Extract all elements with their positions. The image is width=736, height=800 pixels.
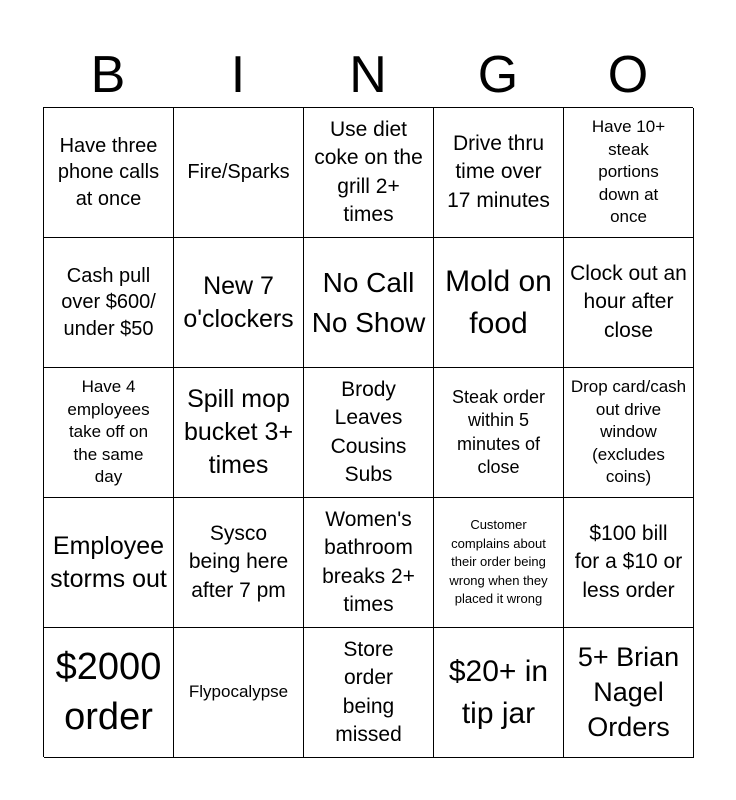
bingo-cell-1[interactable] [44,108,174,238]
cell-text: Brody Leaves Cousins Subs [330,377,407,486]
cell-text: Store order being missed [335,637,402,746]
bingo-cell-14[interactable] [434,368,564,498]
bingo-cell-13[interactable] [304,368,434,498]
cell-text: No Call No Show [311,267,426,338]
cell-text: $100 bill for a $10 or less order [574,521,683,602]
cell-text: Clock out an hour after close [570,261,687,342]
bingo-cell-16[interactable] [44,498,174,628]
bingo-cell-15[interactable] [564,368,694,498]
bingo-cell-7[interactable] [174,238,304,368]
cell-text: Use diet coke on the grill 2+ times [314,117,423,226]
bingo-cell-20[interactable] [564,498,694,628]
cell-text: Flypocalypse [188,682,289,702]
header-letter-o: O [607,46,649,104]
header-letter-i: I [230,46,246,104]
cell-text: 5+ Brian Nagel Orders [577,641,680,743]
cell-text: Customer complains about their order being wrong when they placed it wrong [449,517,548,607]
cell-text: Drop card/cash out drive window (excludes coins) [570,376,687,487]
cell-text: $2000 order [55,646,162,738]
bingo-cell-12[interactable] [174,368,304,498]
header-letter-g: G [477,46,519,104]
cell-text: $20+ in tip jar [448,654,549,730]
cell-text: Cash pull over $600/ under $50 [61,264,156,340]
bingo-cell-24[interactable] [434,628,564,758]
bingo-cell-21[interactable] [44,628,174,758]
bingo-cell-5[interactable] [564,108,694,238]
bingo-cell-19[interactable] [434,498,564,628]
bingo-cell-9[interactable] [434,238,564,368]
cell-text: Have 10+ steak portions down at once [591,116,666,227]
cell-text: Sysco being here after 7 pm [188,521,289,602]
cell-text: Have 4 employees take off on the same day [67,376,150,487]
cell-text: Spill mop bucket 3+ times [183,385,294,479]
cell-text: Fire/Sparks [187,161,290,184]
cell-text: Employee storms out [50,531,167,593]
cell-text: Drive thru time over 17 minutes [447,131,550,212]
bingo-cell-25[interactable] [564,628,694,758]
bingo-cell-4[interactable] [434,108,564,238]
bingo-cell-10[interactable] [564,238,694,368]
bingo-cell-8[interactable] [304,238,434,368]
cell-text: New 7 o'clockers [183,271,294,333]
bingo-board [43,107,693,757]
header-letter-b: B [90,46,126,104]
bingo-cell-11[interactable] [44,368,174,498]
bingo-cell-6[interactable] [44,238,174,368]
cell-text: Have three phone calls at once [57,134,160,210]
bingo-cell-22[interactable] [174,628,304,758]
bingo-header [43,42,693,108]
cell-text: Mold on food [445,264,552,340]
header-letter-n: N [349,46,387,104]
cell-text: Women's bathroom breaks 2+ times [322,507,415,616]
bingo-cell-3[interactable] [304,108,434,238]
bingo-cell-17[interactable] [174,498,304,628]
bingo-cell-18[interactable] [304,498,434,628]
cell-text: Steak order within 5 minutes of close [451,386,546,477]
bingo-cell-2[interactable] [174,108,304,238]
bingo-cell-23[interactable] [304,628,434,758]
